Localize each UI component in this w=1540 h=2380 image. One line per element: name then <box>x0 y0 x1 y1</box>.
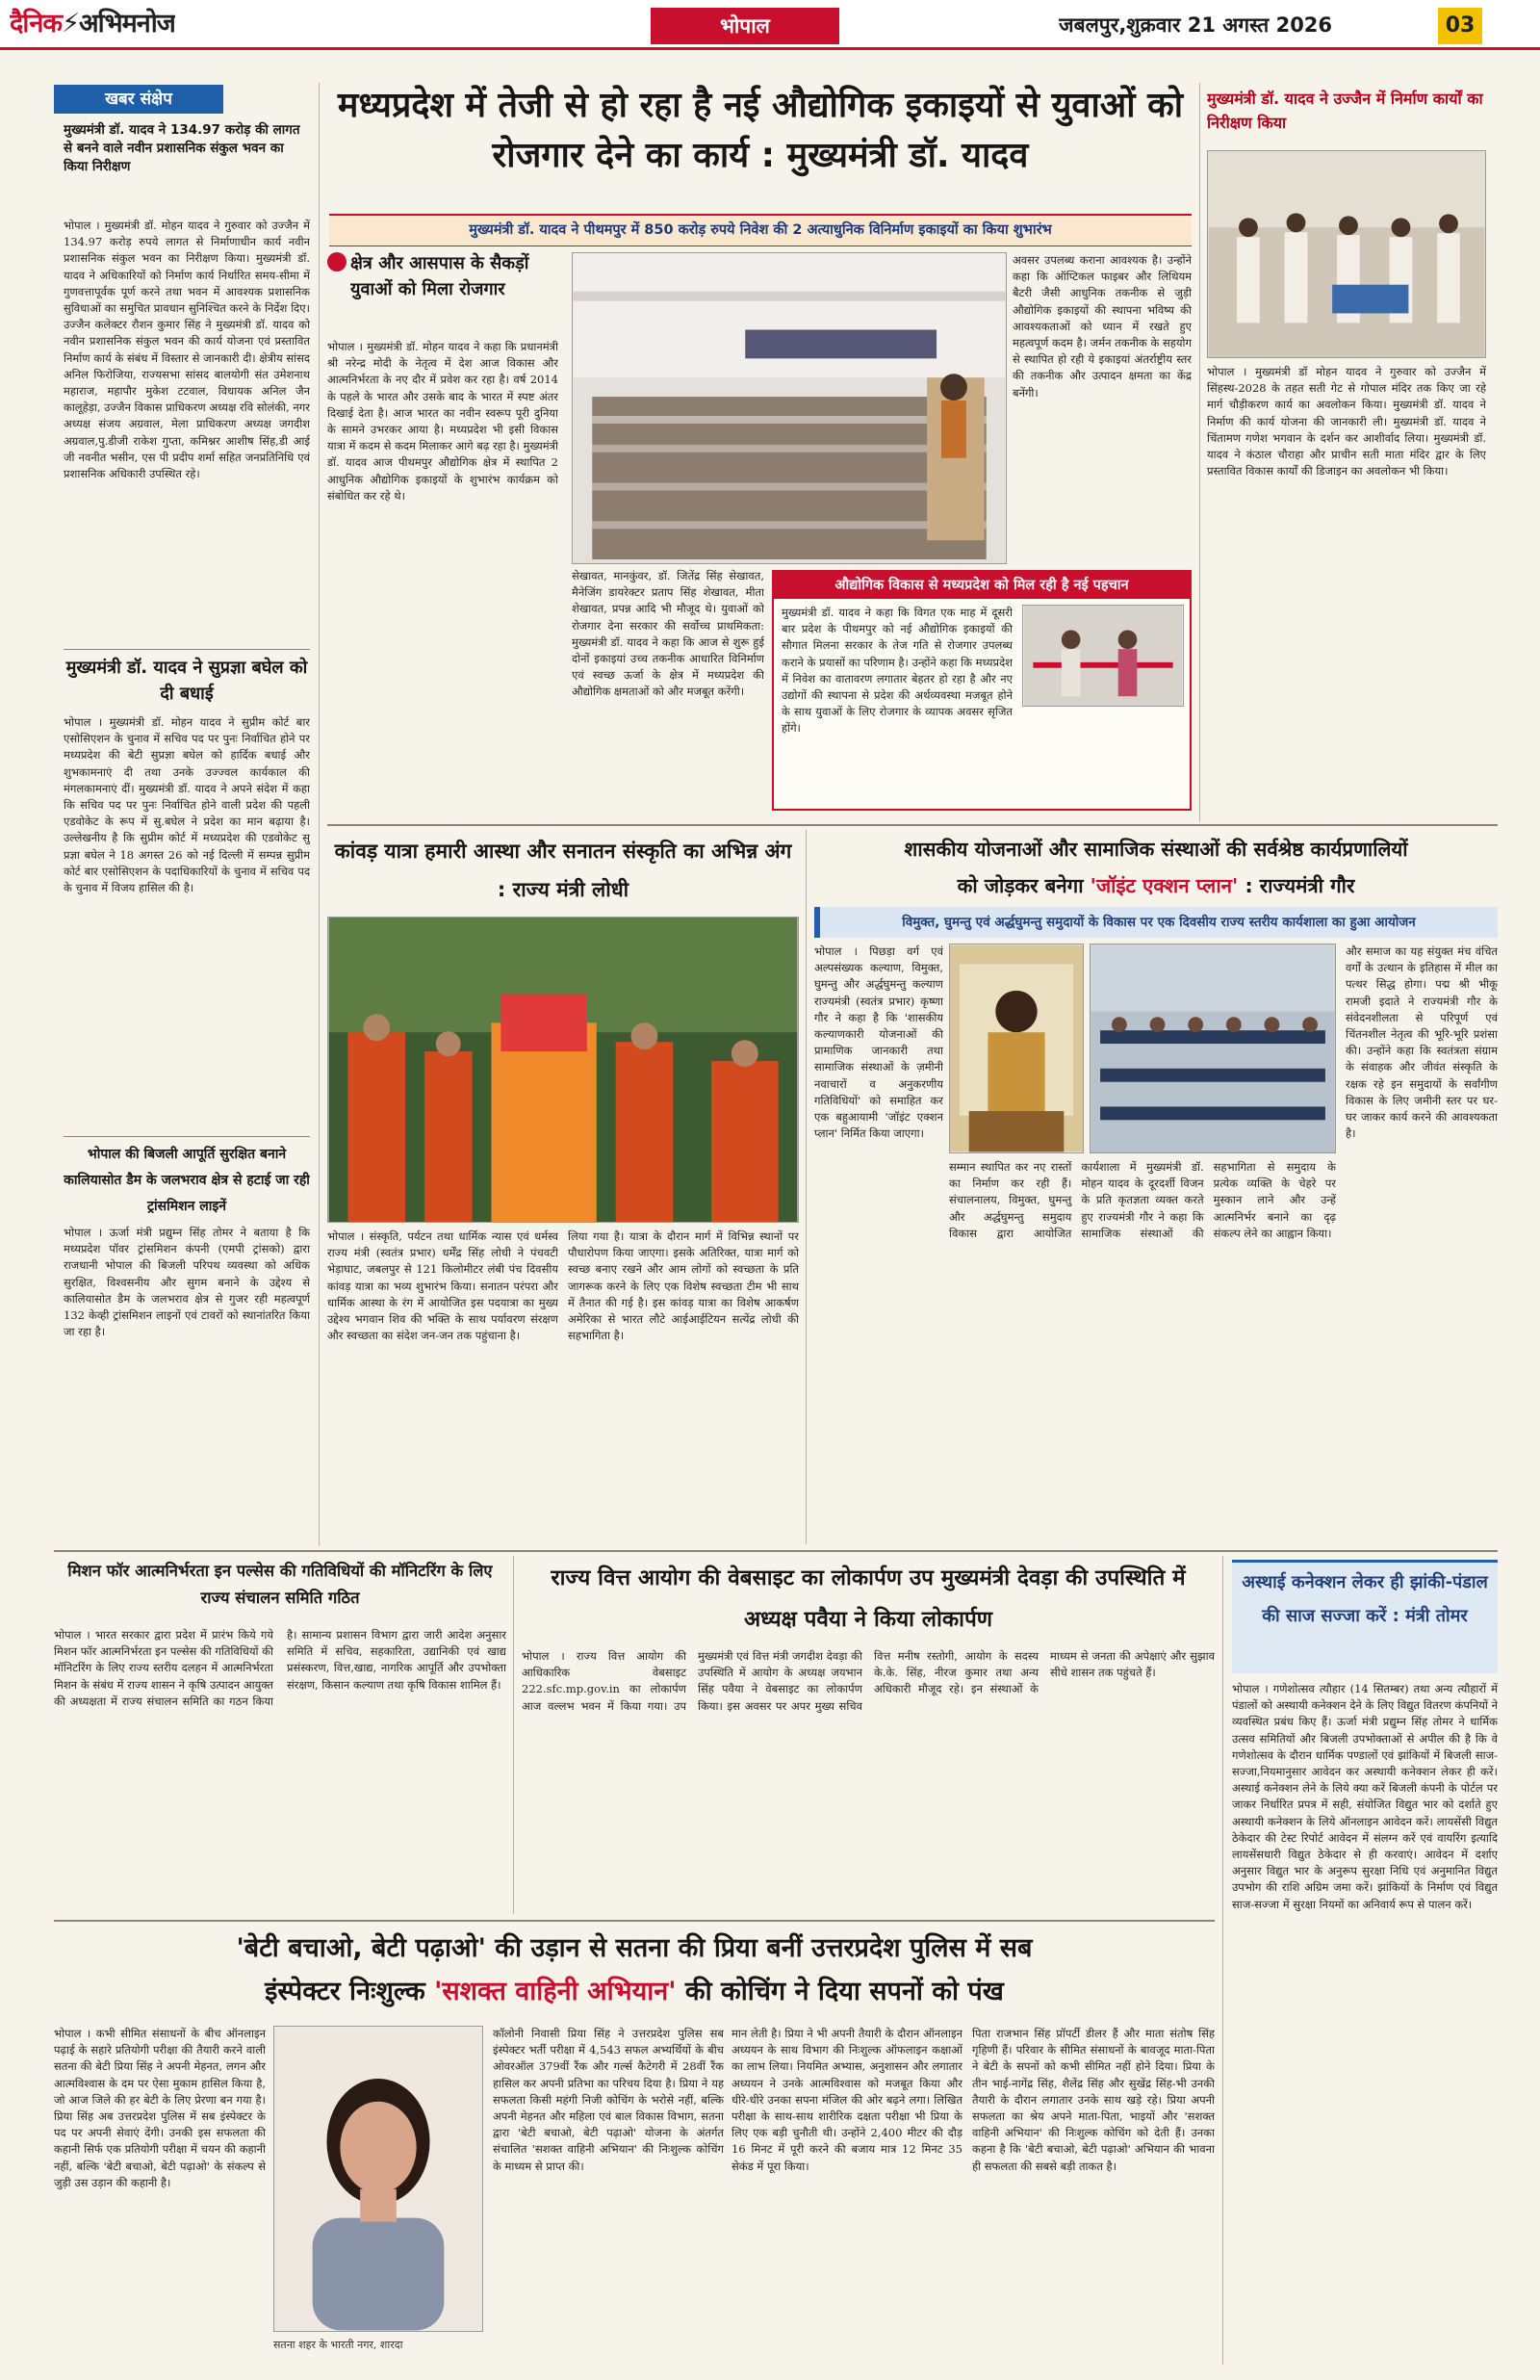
brief-body-1: भोपाल । मुख्यमंत्री डॉ. मोहन यादव ने गुरुवार को उज्जैन में 134.97 करोड़ रुपये लागत से निर्माणाधीन कार्य नवीन प्रशासनिक संकुल भवन का निरीक्षण किया। मुख्यमंत्री डॉ. यादव ने अधिकारियों को निर्माण कार्य निर्धारित समय-सीमा में गुणवत्तापूर्वक पूर्ण करने तथा भवन में आवश्यक प्रशासनिक सुविधाओं का समुचित प्रावधान सुनिश्चित करने के निर्देश दिए। उज्जैन कलेक्टर रौशन कुमार सिंह ने मुख्यमंत्री डॉ. यादव को नवीन प्रशासनिक संकुल भवन की कार्य योजना एवं प्रस्तावित निर्माण कार्य के संबंध में विस्तार से जानकारी दी। क्षेत्रीय सांसद अनिल फिरोजिया, राज्यसभा सांसद बालयोगी संत उमेशनाथ महाराज, महापौर मुकेश टटवाल, विधायक अनिल जैन कालूहेड़ा, उज्जैन विकास प्राधिकरण अध्यक्ष रवि सोलंकी, नगर अध्यक्ष संजय अग्रवाल, मेला प्राधिकरण अध्यक्ष जगदीश अग्रवाल,पु.डीजी राकेश गुप्ता, कमिश्नर आशीष सिंह,डी आई जी नवनीत भसीन, एस पी प्रदीप शर्मा सहित जनप्रतिनिधि एवं प्रशासनिक अधिकारी उपस्थित रहे। <box>64 219 310 481</box>
mission-body: भोपाल । भारत सरकार द्वारा प्रदेश में प्रारंभ किये गये मिशन फॉर आत्मनिर्भरता इन पल्सेस की गतिविधियों की मॉनिटरिंग के लिए राज्य स्तरीय दलहन में आत्मनिर्भरता मिशन के संबंध में राज्य शासन ने कृषि उत्पादन आयुक्त की अध्यक्षता में राज्य संचालन समिति का गठन किया है। सामान्य प्रशासन विभाग द्वारा जारी आदेश अनुसार समिति में सचिव, सहकारिता, उद्यानिकी एवं खाद्य प्रसंस्करण, वित्त,खाद्य, नागरिक आपूर्ति और उपभोक्ता संरक्षण, किसान कल्याण तथा कृषि विकास शामिल हैं। <box>54 1628 506 1708</box>
priya-body-2: कॉलोनी निवासी प्रिया सिंह ने उत्तरप्रदेश पुलिस सब इंस्पेक्टर भर्ती परीक्षा में 4,543 सफल अभ्यर्थियों के बीच ओवरऑल 379वीं रैंक और गर्ल्स कैटेगरी में 28वीं रैंक हासिल कर अपनी प्रतिभा का परिचय दिया है। प्रिया ने यह सफलता किसी महंगी निजी कोचिंग के भरोसे नहीं, बल्कि अपनी मेहनत और महिला एवं बाल विकास विभाग, सतना द्वारा 'बेटी बचाओ, बेटी पढ़ाओ' योजना के अंतर्गत संचालित 'सशक्त वाहिनी अभियान' की निःशुल्क कोचिंग के माध्यम से प्राप्त की। <box>493 2027 724 2173</box>
priya-body-3: मान लेती है। प्रिया ने भी अपनी तैयारी के दौरान ऑनलाइन अध्ययन के साथ विभाग की निःशुल्क ऑफलाइन कक्षाओं का लाभ लिया। नियमित अभ्यास, अनुशासन और लगातार अध्ययन ने उनके आत्मविश्वास को मजबूत किया और धीरे-धीरे उनका सपना मंजिल की ओर बढ़ने लगा। लिखित परीक्षा के साथ-साथ शारीरिक दक्षता परीक्षा भी प्रिया के लिए एक बड़ी चुनौती थी। उन्होंने 2,400 मीटर की दौड़ 16 मिनट में पूरी करने की बजाय मात्र 12 मिनट 35 सेकंड में पूरा किया। <box>732 2027 962 2173</box>
mission-headline: मिशन फॉर आत्मनिर्भरता इन पल्सेस की गतिविधियों की मॉनिटरिंग के लिए राज्य संचालन समिति गठित <box>67 1562 493 1607</box>
tomar-headline: अस्थाई कनेक्शन लेकर ही झांकी-पंडाल की साज सज्जा करें : मंत्री तोमर <box>1242 1572 1488 1626</box>
tomar-body: भोपाल । गणेशोत्सव त्यौहार (14 सितम्बर) तथा अन्य त्यौहारों में पंडालों को अस्थायी कनेक्शन देने के लिए विद्युत वितरण कंपनियों ने व्यवस्थित प्रबंध किए हैं। ऊर्जा मंत्री प्रद्युम्न सिंह तोमर ने धार्मिक उत्सव समितियों और बिजली उपभोक्ताओं से अपील की है कि वे गणेशोत्सव के दौरान धार्मिक पण्डालों एवं झांकियों में बिजली साज-सज्जा,नियमानुसार आवेदन कर अस्थायी कनेक्शन लेकर ही करें। अस्थाई कनेक्शन लेने के लिये क्या करें बिजली कंपनी के पोर्टल पर जाकर निर्धारित प्रपत्र में सही, संयोजित विद्युत भार को दर्शाते हुए अस्थायी कनेक्शन के लिये ऑनलाइन आवेदन करें। लायसेंसी विद्युत ठेकेदार की टेस्ट रिपोर्ट आवेदन में संलग्न करें एवं वायरिंग इत्यादि लायसेंसधारी विद्युत ठेकेदार से ही करवाएं। आवेदन में दर्शाए अनुसार विद्युत भार के अनुरूप सुरक्षा निधि एवं अनुमानित विद्युत उपभोग की राशि अग्रिम जमा करें। झांकियों के निर्माण एवं विद्युत साज-सज्जा में सुरक्षा नियमों का अनिवार्य रूप से पालन करें। <box>1232 1682 1498 1911</box>
newspaper-logo: दैनिक⚡अभिमनोज <box>10 9 175 39</box>
brief-headline-2: मुख्यमंत्री डॉ. यादव ने सुप्रज्ञा बघेल को दी बधाई <box>65 658 308 704</box>
section-label: भोपाल <box>651 8 839 44</box>
mid-body: सेखावत, मानकुंवर, डॉ. जितेंद्र सिंह सेखावत, मैनेजिंग डायरेक्टर प्रताप सिंह शेखावत, मीता शेखावत, प्रपन्न आदि भी मौजूद थे। युवाओं को रोजगार देना सरकार की सर्वोच्च प्राथमिकता: मुख्यमंत्री डॉ. यादव ने कहा कि आज से शुरू हुई दोनों इकाइयां उच्च तकनीक आधारित विनिर्माण एवं स्वच्छ ऊर्जा के क्षेत्र में मध्यप्रदेश की औद्योगिक क्षमताओं को और मजबूत करेंगी। <box>572 569 764 699</box>
brief-body-3: भोपाल । ऊर्जा मंत्री प्रद्युम्न सिंह तोमर ने बताया है कि मध्यप्रदेश पॉवर ट्रांसमिशन कंपनी (एमपी ट्रांसको) द्वारा राजधानी भोपाल की बिजली परिपथ व्यवस्था को अधिक सुरक्षित, विश्वसनीय और सुगम बनाने के उद्देश्य से कालियासोत डैम के जलभराव क्षेत्र से गुजर रही महत्वपूर्ण 132 केव्ही ट्रांसमिशन लाइनों एवं टावरों को स्थानांतरित किया जा रहा है। <box>64 1226 310 1339</box>
inspection-photo <box>1207 150 1486 358</box>
finance-body: भोपाल । राज्य वित्त आयोग की आधिकारिक वेबसाइट 222.sfc.mp.gov.in का लोकार्पण आज वल्लभ भवन में किया गया। उप मुख्यमंत्री एवं वित्त मंत्री जगदीश देवड़ा की उपस्थिति में आयोग के अध्यक्ष जयभान सिंह पवैया ने वेबसाइट का लोकार्पण किया। इस अवसर पर अपर मुख्य सचिव वित्त मनीष रस्तोगी, आयोग के सदस्य के.के. सिंह, नीरज कुमार तथा अन्य अधिकारी मौजूद रहे। इन संस्थाओं के माध्यम से जनता की अपेक्षाएं और सुझाव सीधे शासन तक पहुंचते हैं। <box>522 1649 1215 1713</box>
brief-headline-3: भोपाल की बिजली आपूर्ति सुरक्षित बनाने कालियासोत डैम के जलभराव क्षेत्र से हटाई जा रही ट्रांसमिशन लाइनें <box>64 1147 310 1214</box>
kanwar-yatra-photo <box>327 917 799 1223</box>
joint-body-1: भोपाल । पिछड़ा वर्ग एवं अल्पसंख्यक कल्याण, विमुक्त, घुमन्तु और अर्द्धघुमन्तु कल्याण राज्यमंत्री (स्वतंत्र प्रभार) कृष्णा गौर ने कहा है कि 'शासकीय कल्याणकारी योजनाओं की प्रामाणिक जानकारी तथा सामाजिक संस्थाओं के ज़मीनी नवाचारों व अनुकरणीय गतिविधियों' को समाहित कर एक बहुआयामी 'जॉइंट एक्शन प्लान' निर्मित किया जाएगा। <box>814 944 943 1141</box>
ujjain-body: भोपाल । मुख्यमंत्री डॉ मोहन यादव ने गुरुवार को उज्जैन में सिंहस्थ-2028 के तहत सती गेट से गोपाल मंदिर तक किए जा रहे मार्ग चौड़ीकरण कार्य का अवलोकन किया। मुख्यमंत्री डॉ. यादव ने निर्माण की कार्य योजना की जानकारी ली। मुख्यमंत्री डॉ. यादव ने चिंतामण गणेश भगवान के दर्शन कर आशीर्वाद लिया। मुख्यमंत्री डॉ. यादव ने कंठाल चौराहा और प्राचीन सती माता मंदिर द्वार के लिए प्रस्तावित विकास कार्यों की डिजाइन का अवलोकन भी किया। <box>1207 365 1486 479</box>
priya-headline-1: 'बेटी बचाओ, बेटी पढ़ाओ' की उड़ान से सतना की प्रिया बनीं उत्तरप्रदेश पुलिस में सब <box>236 1933 1033 1963</box>
brief-headline-1: मुख्यमंत्री डॉ. यादव ने 134.97 करोड़ की लागत से बनने वाले नवीन प्रशासनिक संकुल भवन का किया निरीक्षण <box>64 122 300 174</box>
side-headline: क्षेत्र और आसपास के सैकड़ों युवाओं को मिला रोजगार <box>350 253 529 299</box>
issue-date: जबलपुर,शुक्रवार 21 अगस्त 2026 <box>1059 13 1333 37</box>
lead-headline: मध्यप्रदेश में तेजी से हो रहा है नई औद्योगिक इकाइयों से युवाओं को रोजगार देने का कार्य : मुख्यमंत्री डॉ. यादव <box>337 86 1184 175</box>
side-body: भोपाल । मुख्यमंत्री डॉ. मोहन यादव ने कहा कि प्रधानमंत्री श्री नरेन्द्र मोदी के नेतृत्व में देश आज विकास और आत्मनिर्भरता के नए दौर में प्रवेश कर रहा है। वर्ष 2014 के पहले के भारत और उसके बाद के भारत में स्पष्ट अंतर दिखाई देता है। आज भारत का नवीन स्वरूप पूरी दुनिया के सामने उभरकर आया है। मध्यप्रदेश भी इसी विकास यात्रा में कदम से कदम मिलाकर आगे बढ़ रहा है। मुख्यमंत्री डॉ. यादव आज पीथमपुर औद्योगिक क्षेत्र में स्थापित 2 आधुनिक औद्योगिक इकाइयों के शुभारंभ कार्यक्रम को संबोधित कर रहे थे। <box>327 340 558 503</box>
priya-photo-caption: सतना शहर के भारती नगर, शारदा <box>273 2339 403 2351</box>
kanwar-body-1: भोपाल । संस्कृति, पर्यटन तथा धार्मिक न्यास एवं धर्मस्व राज्य मंत्री (स्वतंत्र प्रभार) धर्मेंद्र सिंह लोधी ने पंचवटी भेड़ाघाट, जबलपुर से 121 किलोमीटर लंबी पंच दिवसीय कांवड़ यात्रा का भव्य शुभारंभ किया। सनातन परंपरा और धार्मिक आस्था के रंग में आयोजित इस पदयात्रा का मुख्य उद्देश्य भगवान शिव की भक्ति के साथ पर्यावरण संरक्षण और स्वच्छता का संदेश जन-जन तक पहुंचाना है। <box>327 1229 558 1343</box>
lead-strapline: मुख्यमंत्री डॉ. यादव ने पीथमपुर में 850 करोड़ रुपये निवेश की 2 अत्याधुनिक विनिर्माण इकाइयों का किया शुभारंभ <box>329 214 1192 246</box>
highlight-box-title: औद्योगिक विकास से मध्यप्रदेश को मिल रही है नई पहचान <box>774 572 1190 599</box>
priya-headline-2: इंस्पेक्टर निःशुल्क 'सशक्त वाहिनी अभियान' की कोचिंग ने दिया सपनों को पंख <box>265 1977 1004 2006</box>
brief-body-2: भोपाल । मुख्यमंत्री डॉ. मोहन यादव ने सुप्रीम कोर्ट बार एसोसिएशन के चुनाव में सचिव पद पर पुनः निर्वाचित होने पर मध्यप्रदेश की बेटी सुप्रज्ञा बघेल को हार्दिक बधाई और शुभकामनाएं दी तथा उनके उज्ज्वल कार्यकाल की मंगलकामनाएं दीं। मुख्यमंत्री डॉ. यादव ने अपने संदेश में कहा कि सचिव पद पर पुनः निर्वाचित होने वाली प्रदेश की पहली एडवोकेट के रूप में सु.बघेल ने प्रदेश का मान बढ़ाया है। उल्लेखनीय है कि सुप्रीम कोर्ट में मध्यप्रदेश की एडवोकेट सु प्रज्ञा बघेल ने 18 अगस्त 26 को नई दिल्ली में सम्पन्न सुप्रीम कोर्ट बार एसोसिएशन के पदाधिकारियों के चुनाव में सचिव पद के चुनाव में विजय हासिल की है। <box>64 715 310 895</box>
priya-body-1: भोपाल । कभी सीमित संसाधनों के बीच ऑनलाइन पढ़ाई के सहारे प्रतियोगी परीक्षा की तैयारी करने वाली सतना की बेटी प्रिया सिंह ने अपनी मेहनत, लगन और आत्मविश्वास के दम पर ऐसा मुकाम हासिल किया है, जो आज जिले की हर बेटी के लिए प्रेरणा बन गया है। प्रिया सिंह अब उत्तरप्रदेश पुलिस में सब इंस्पेक्टर के पद पर अपनी सेवाएं देंगी। उनकी इस सफलता की कहानी सिर्फ एक प्रतियोगी परीक्षा में चयन की कहानी नहीं, बल्कि 'बेटी बचाओ, बेटी पढ़ाओ' के संकल्प से जुड़ी उस उड़ान की कहानी है। <box>54 2027 266 2189</box>
joint-body-2: सम्मान स्थापित कर नए रास्तों का निर्माण कर रही हैं। संचालनालय, विमुक्त, घुमन्तु और अर्द्धघुमन्तु समुदाय विकास द्वारा आयोजित कार्यशाला में मुख्यमंत्री डॉ. मोहन यादव के दूरदर्शी विजन के प्रति कृतज्ञता व्यक्त करते हुए राज्यमंत्री गौर ने कहा कि सामाजिक संस्थाओं की सहभागिता से समुदाय के प्रत्येक व्यक्ति के चेहरे पर मुस्कान लाने और उन्हें आत्मनिर्भर बनाने का दृढ़ संकल्प लेने का आह्वान किया। <box>949 1160 1336 1240</box>
right-body: अवसर उपलब्ध कराना आवश्यक है। उन्होंने कहा कि ऑप्टिकल फाइबर और लिथियम बैटरी जैसी आधुनिक तकनीक से जुड़ी औद्योगिक इकाइयों की स्थापना भविष्य की आवश्यकताओं को ध्यान में रखते हुए महत्वपूर्ण कदम है। जर्मन तकनीक के सहयोग से स्थापित हो रही ये इकाइयां अंतर्राष्ट्रीय स्तर की तकनीक और उत्पादन क्षमता का केंद्र बनेंगी। <box>1013 253 1192 400</box>
bullet-icon <box>327 252 346 272</box>
ujjain-headline: मुख्यमंत्री डॉ. यादव ने उज्जैन में निर्माण कार्यों का निरीक्षण किया <box>1207 90 1483 132</box>
kanwar-body-2: लिया गया है। यात्रा के दौरान मार्ग में विभिन्न स्थानों पर पौधारोपण किया जाएगा। इसके अतिरिक्त, यात्रा मार्ग को स्वच्छ बनाए रखने और आम लोगों को स्वच्छता के प्रति जागरूक करने के लिए एक विशेष स्वच्छता टीम भी साथ में तैनात की गई है। इस कांवड़ यात्रा का विशेष आकर्षण अमेरिका से भारत लौटे आईआईटियन सत्येंद्र लोधी की सहभागिता है। <box>568 1229 799 1343</box>
joint-headline-2: को जोड़कर बनेगा 'जॉइंट एक्शन प्लान' : राज्यमंत्री गौर <box>957 874 1355 897</box>
highlight-box-body: मुख्यमंत्री डॉ. यादव ने कहा कि विगत एक माह में दूसरी बार प्रदेश के पीथमपुर को नई औद्योगिक इकाइयों की सौगात मिलना सरकार के तेज गति से रोजगार उपलब्ध कराने के प्रयासों का परिणाम है। उन्होंने कहा कि मध्यप्रदेश में निवेश का वातावरण लगातार बेहतर हो रहा है और नए उद्योगों की स्थापना से प्रदेश की अर्थव्यवस्था मजबूत होने के साथ युवाओं के लिए रोजगार के व्यापक अवसर सृजित होंगे। <box>782 606 1013 736</box>
event-photo <box>572 252 1007 564</box>
joint-body-3: और समाज का यह संयुक्त मंच वंचित वर्गों के उत्थान के इतिहास में मील का पत्थर सिद्ध होगा। पद्म श्री भीकू रामजी इदाते ने राज्यमंत्री गौर के संवेदनशीलता से परिपूर्ण एवं चिंतनशील नेतृत्व की भूरि-भूरि प्रशंसा की। उन्होंने कहा कि स्वतंत्रता संग्राम के संवाहक और जीवंत संस्कृति के रक्षक रहे इन समुदायों के सर्वांगीण विकास के लिए जमीनी स्तर पर घर-घर जाकर कार्य करने की आवश्यकता है। <box>1346 944 1498 1141</box>
brief-tag: खबर संक्षेप <box>54 85 223 114</box>
page-number: 03 <box>1438 8 1482 44</box>
kanwar-headline: कांवड़ यात्रा हमारी आस्था और सनातन संस्कृति का अभिन्न अंग : राज्य मंत्री लोधी <box>334 840 792 901</box>
ribbon-cutting-photo <box>1022 605 1184 707</box>
joint-headline-1: शासकीय योजनाओं और सामाजिक संस्थाओं की सर्वश्रेष्ठ कार्यप्रणालियों <box>904 838 1408 861</box>
joint-strapline: विमुक्त, घुमन्तु एवं अर्द्धघुमन्तु समुदायों के विकास पर एक दिवसीय राज्य स्तरीय कार्यशाला का हुआ आयोजन <box>814 907 1498 938</box>
finance-headline: राज्य वित्त आयोग की वेबसाइट का लोकार्पण उप मुख्यमंत्री देवड़ा की उपस्थिति में अध्यक्ष पवैया ने किया लोकार्पण <box>551 1565 1186 1632</box>
priya-portrait <box>273 2026 483 2332</box>
minister-photo <box>949 944 1084 1153</box>
workshop-photo <box>1090 944 1336 1153</box>
priya-body-4: पिता राजभान सिंह प्रॉपर्टी डीलर हैं और माता संतोष सिंह गृहिणी हैं। परिवार के सीमित संसाधनों के बावजूद माता-पिता ने बेटी के सपनों को कभी सीमित नहीं होने दिया। प्रिया के तीन भाई-नागेंद्र सिंह, शैलेंद्र सिंह और सुखेंद्र सिंह-भी उनकी तैयारी के दौरान लगातार उनके साथ खड़े रहे। प्रिया अपनी सफलता का श्रेय अपने माता-पिता, भाइयों और 'सशक्त वाहिनी अभियान' की निःशुल्क कोचिंग को देती हैं। उनका कहना है कि 'बेटी बचाओ, बेटी पढ़ाओ' अभियान की भावना ही सफलता की सबसे बड़ी ताकत है। <box>972 2027 1215 2173</box>
